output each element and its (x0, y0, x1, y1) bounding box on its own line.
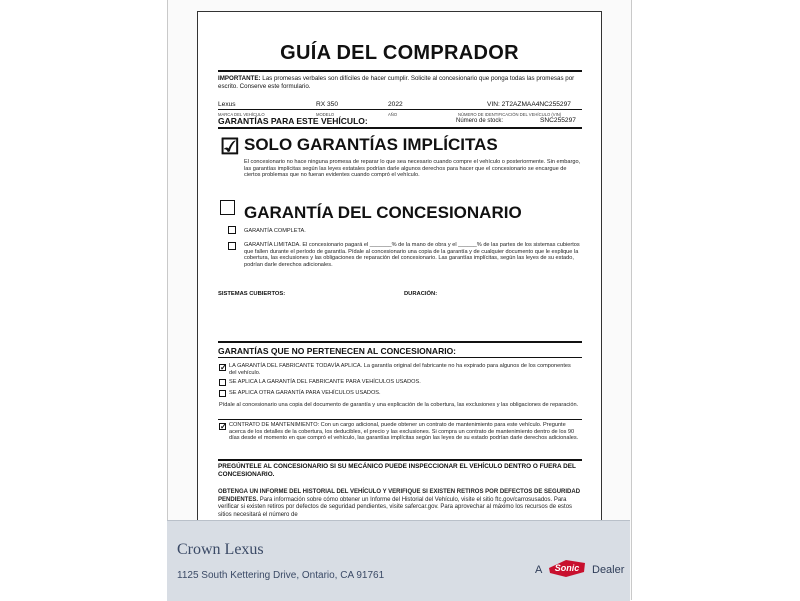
dealer-address: 1125 South Kettering Drive, Ontario, CA 91761 (177, 570, 385, 581)
limited-warranty-checkbox[interactable] (228, 242, 236, 250)
divider (218, 109, 582, 110)
request-copy-text: Pídale al concesionario una copia del documento de garantía y una explicación de la cobertura, las exclusiones y las obligaciones de reparación. (219, 402, 579, 408)
divider (218, 70, 582, 72)
limited-warranty-text: GARANTÍA LIMITADA. El concesionario pagará el _______% de la mano de obra y el ______% de las partes de los sistemas cubiertos que fallen durante el período de garantía. Pídale al concesionario una copia de la garantía y de cualquier documento que le explique la cobertura, las exclusiones y las obligaciones de reparación del concesionario. Las garantías implícitas, según las leyes de su estado, podrían darle derechos adicionales. (244, 242, 580, 268)
warranties-heading: GARANTÍAS PARA ESTE VEHÍCULO: (218, 116, 368, 126)
svg-text:Sonic: Sonic (554, 563, 580, 573)
vehicle-model: RX 350 (316, 101, 338, 108)
buyers-guide-frame (167, 0, 632, 600)
non-dealer-heading: GARANTÍAS QUE NO PERTENECEN AL CONCESIONARIO: (218, 346, 457, 356)
other-warranty-text: SE APLICA OTRA GARANTÍA PARA VEHÍCULOS USADOS. (229, 390, 381, 396)
important-text: Las promesas verbales son difíciles de hacer cumplir. Solicite al concesionario que ponga todas las promesas por escrito. Conserve este formulario. (218, 75, 575, 90)
full-warranty-checkbox[interactable] (228, 226, 236, 234)
dealer-name: Crown Lexus (177, 541, 264, 558)
dealer-word: Dealer (592, 564, 625, 576)
page-title: GUÍA DEL COMPRADOR (280, 42, 519, 64)
used-vehicle-manufacturer-text: SE APLICA LA GARANTÍA DEL FABRICANTE PARA VEHÍCULOS USADOS. (229, 379, 421, 385)
stock-number: SNC255297 (540, 117, 576, 124)
buyers-guide-document (197, 11, 602, 600)
label-vin: NÚMERO DE IDENTIFICACIÓN DEL VEHÍCULO (VIN) (458, 112, 562, 117)
divider (218, 459, 582, 461)
divider (218, 341, 582, 343)
divider (218, 357, 582, 358)
label-model: MODELO (316, 112, 335, 117)
maintenance-contract-text: CONTRATO DE MANTENIMIENTO: Con un cargo adicional, puede obtener un contrato de mantenimiento para este vehículo. Pregunte acerca de los detalles de la cobertura, los deducibles, el precio y las exclusiones. Si compra un contrato de mantenimiento dentro de los 90 días desde el momento en que compró el vehículo, las garantías implícitas según las leyes de su estado podrían darle derechos adicionales. (229, 422, 579, 442)
vehicle-year: 2022 (388, 101, 403, 108)
manufacturer-warranty-checkbox-checked[interactable]: ✓ (220, 363, 227, 372)
history-text: Para información sobre cómo obtener un Informe del Historial del Vehículo, visite el sitio ftc.gov/carrosusados. Para verificar si existen retiros por defectos de seguridad pendientes, visite safercar.gov. Para aprovechar al máximo los recursos de estos sitios necesitará el número de (218, 496, 573, 518)
vehicle-make: Lexus (218, 101, 236, 108)
dealer-footer (167, 520, 630, 601)
a-word: A (535, 564, 543, 576)
manufacturer-warranty-text: LA GARANTÍA DEL FABRICANTE TODAVÍA APLICA. La garantía original del fabricante no ha expirado para algunos de los componentes del vehículo. (229, 363, 571, 376)
duration-label: DURACIÓN: (404, 291, 438, 297)
implied-text: El concesionario no hace ninguna promesa de reparar lo que sea necesario cuando compre el vehículo o posteriormente. Sin embargo, las garantías implícitas según las leyes estatales podrían darle algunos derechos para hacer que el concesionario se encargue de ciertos problemas que no fueran evidentes cuando compró el vehículo. (244, 159, 581, 179)
implied-title: SOLO GARANTÍAS IMPLÍCITAS (244, 135, 498, 154)
used-vehicle-manufacturer-checkbox[interactable] (219, 379, 226, 386)
implied-checkbox-checked[interactable]: ☑ (220, 134, 240, 159)
divider (218, 127, 582, 129)
history-paragraph (218, 489, 582, 519)
systems-covered-label: SISTEMAS CUBIERTOS: (218, 291, 286, 297)
history-bold-text: OBTENGA UN INFORME DEL HISTORIAL DEL VEHÍCULO Y VERIFIQUE SI EXISTEN RETIROS POR DEFECTOS DE SEGURIDAD PENDIENTES. (218, 489, 581, 503)
full-warranty-label: GARANTÍA COMPLETA. (244, 228, 306, 234)
other-warranty-checkbox[interactable] (219, 390, 226, 397)
maintenance-contract-checkbox-checked[interactable]: ✓ (220, 422, 227, 431)
dealer-warranty-checkbox[interactable] (220, 200, 235, 215)
ask-mechanic-text: PREGÚNTELE AL CONCESIONARIO SI SU MECÁNICO PUEDE INSPECCIONAR EL VEHÍCULO DENTRO O FUERA DEL CONCESIONARIO. (218, 463, 576, 478)
important-notice (218, 75, 588, 90)
dealer-warranty-title: GARANTÍA DEL CONCESIONARIO (244, 203, 522, 222)
sonic-logo (546, 557, 588, 579)
label-year: AÑO (388, 112, 398, 117)
vehicle-vin: VIN: 2T2AZMAA4NC255297 (487, 101, 571, 108)
divider (218, 419, 582, 420)
important-label: IMPORTANTE: (218, 75, 261, 82)
label-make: MARCA DEL VEHÍCULO (218, 112, 265, 117)
stock-label: Número de stock: (456, 118, 504, 124)
